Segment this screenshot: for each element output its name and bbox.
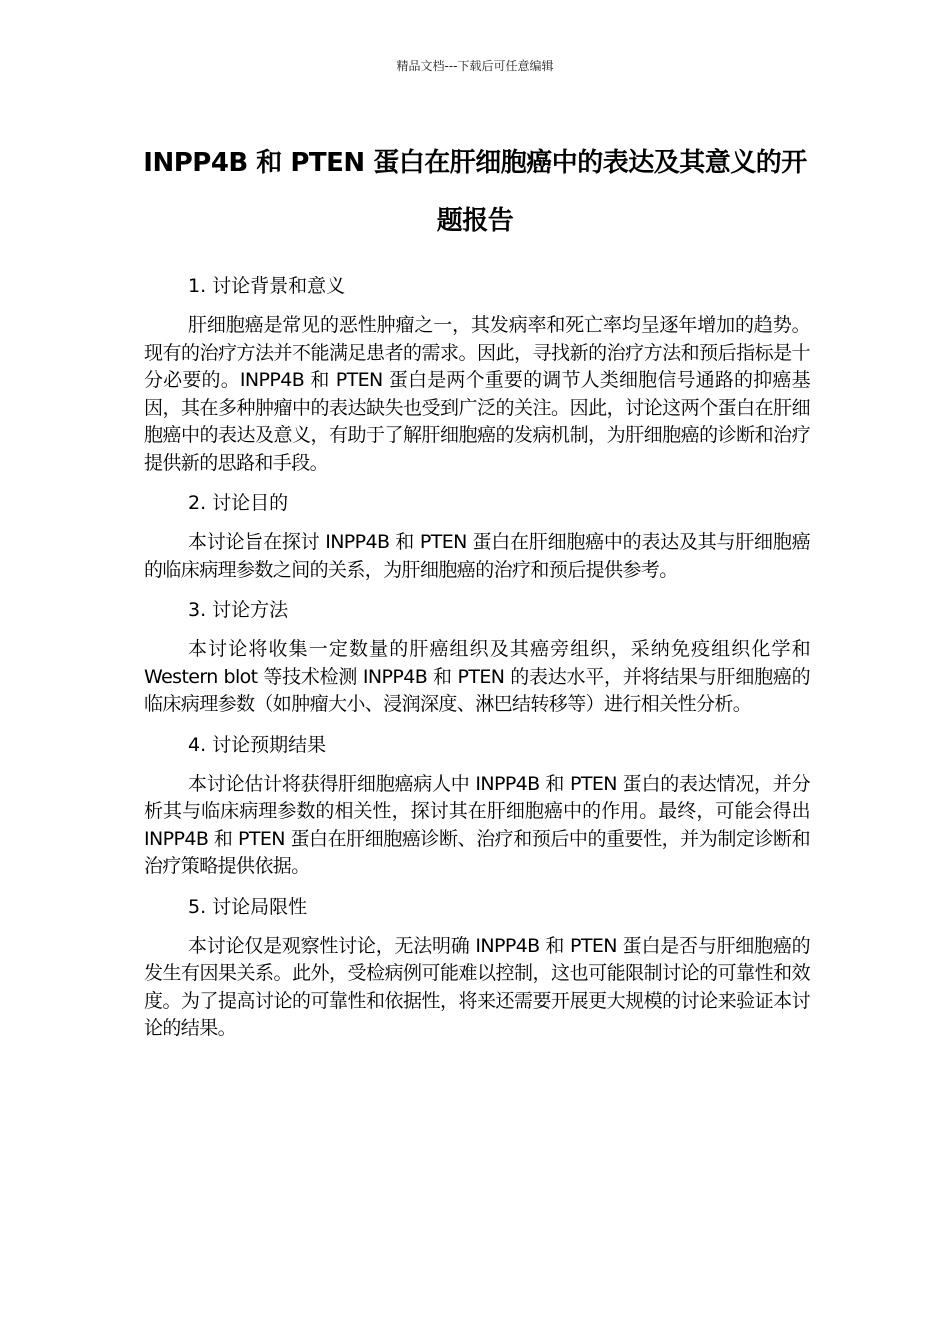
section-paragraph: 本讨论估计将获得肝细胞癌病人中 INPP4B 和 PTEN 蛋白的表达情况，并分析其与临床病理参数的相关性，探讨其在肝细胞癌中的作用。最终，可能会得出 INPP4B 和 PTEN 蛋白在肝细胞癌诊断、治疗和预后中的重要性，并为制定诊断和治疗策略提供依据。 (144, 772, 810, 877)
section-paragraph: 本讨论将收集一定数量的肝癌组织及其癌旁组织，采纳免疫组织化学和 Western blot 等技术检测 INPP4B 和 PTEN 的表达水平，并将结果与肝细胞癌的临床病理参数（如肿瘤大小、浸润深度、淋巴结转移等）进行相关性分析。 (144, 638, 810, 715)
document-title: INPP4B 和 PTEN 蛋白在肝细胞癌中的表达及其意义的开题报告 (143, 148, 807, 236)
section-heading: 4. 讨论预期结果 (188, 733, 327, 756)
section-purpose (144, 489, 810, 584)
section-heading: 1. 讨论背景和意义 (188, 275, 346, 297)
section-heading: 2. 讨论目的 (188, 492, 289, 514)
section-background (144, 272, 810, 477)
section-paragraph: 本讨论仅是观察性讨论，无法明确 INPP4B 和 PTEN 蛋白是否与肝细胞癌的发生有因果关系。此外，受检病例可能难以控制，这也可能限制讨论的可靠性和效度。为了提高讨论的可靠性和依据性，将来还需要开展更大规模的讨论来验证本讨论的结果。 (144, 934, 810, 1039)
section-paragraph: 本讨论旨在探讨 INPP4B 和 PTEN 蛋白在肝细胞癌中的表达及其与肝细胞癌的临床病理参数之间的关系，为肝细胞癌的治疗和预后提供参考。 (144, 531, 810, 581)
section-limitations (144, 893, 810, 1043)
section-heading: 5. 讨论局限性 (188, 895, 308, 918)
section-expected-results (144, 731, 810, 881)
section-paragraph: 肝细胞癌是常见的恶性肿瘤之一，其发病率和死亡率均呈逐年增加的趋势。现有的治疗方法并不能满足患者的需求。因此，寻找新的治疗方法和预后指标是十分必要的。INPP4B 和 PTEN 蛋白是两个重要的调节人类细胞信号通路的抑癌基因，其在多种肿瘤中的表达缺失也受到广泛的关注。因此，讨论这两个蛋白在肝细胞癌中的表达及意义，有助于了解肝细胞癌的发病机制，为肝细胞癌的诊断和治疗提供新的思路和手段。 (144, 314, 810, 474)
section-heading: 3. 讨论方法 (188, 599, 289, 621)
page-header: 精品文档---下载后可任意编辑 (396, 59, 554, 73)
document-body (144, 272, 810, 1055)
section-methods (144, 596, 810, 719)
